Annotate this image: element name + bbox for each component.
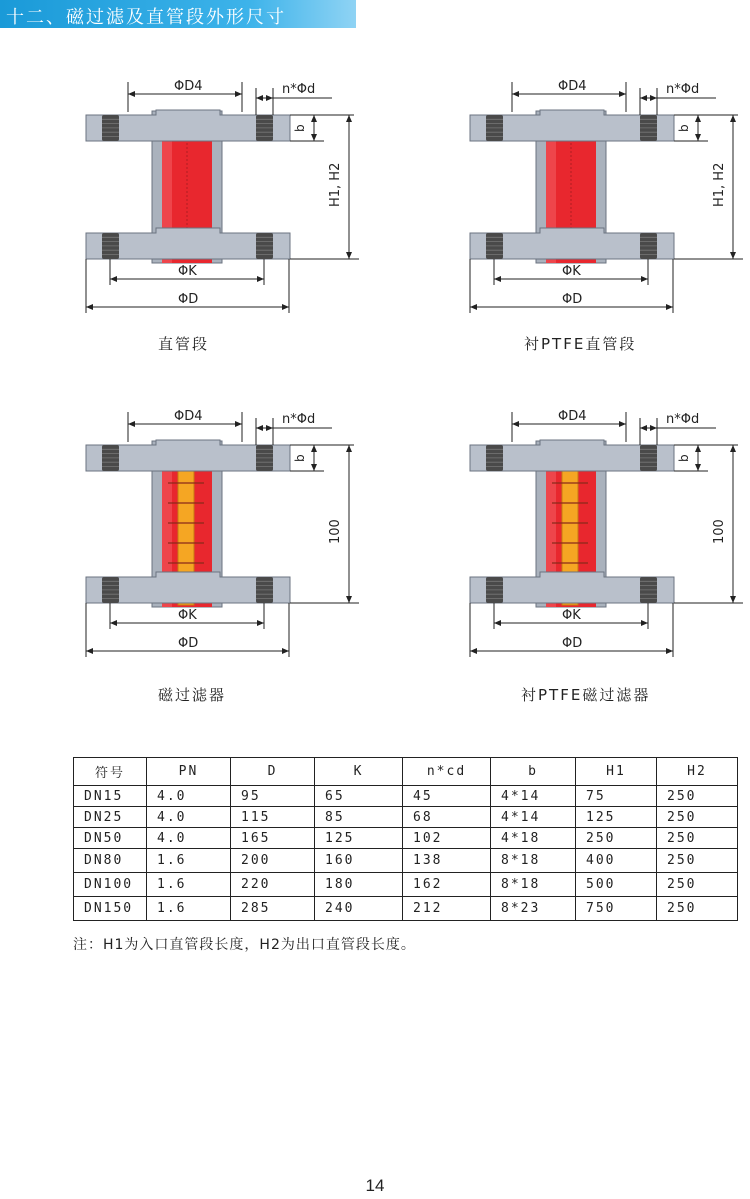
- label-d4: ΦD4: [174, 79, 203, 94]
- arrow-head: [695, 445, 701, 452]
- label-d4: ΦD4: [558, 79, 587, 94]
- table-cell: 75: [576, 786, 657, 807]
- arrow-head: [730, 252, 736, 259]
- page-number: 14: [365, 1176, 385, 1195]
- table-cell: 750: [576, 897, 657, 921]
- table-row: [74, 786, 738, 807]
- arrow-head: [641, 620, 648, 626]
- header-d: D: [231, 758, 315, 786]
- label-nd: n*Φd: [666, 82, 700, 97]
- table-cell: 212: [403, 897, 491, 921]
- table-row: [74, 807, 738, 828]
- label-nd: n*Φd: [282, 412, 316, 427]
- arrow-head: [730, 445, 736, 452]
- table-cell: 1.6: [147, 873, 231, 897]
- label-k: ΦK: [562, 608, 581, 623]
- label-b: b: [293, 454, 307, 462]
- label-b: b: [293, 124, 307, 132]
- table-row: [74, 828, 738, 849]
- table-row: [74, 849, 738, 873]
- label-b: b: [677, 124, 691, 132]
- header-pn: PN: [147, 758, 231, 786]
- table-cell: 160: [315, 849, 403, 873]
- table-cell: 285: [231, 897, 315, 921]
- table-cell: 4.0: [147, 786, 231, 807]
- arrow-head: [640, 425, 647, 431]
- table-cell: 220: [231, 873, 315, 897]
- table-cell: 102: [403, 828, 491, 849]
- table-cell: 95: [231, 786, 315, 807]
- label-k: ΦK: [178, 608, 197, 623]
- arrow-head: [730, 596, 736, 603]
- diagram-ptfe-straight-pipe: [0, 60, 750, 400]
- table-cell: 400: [576, 849, 657, 873]
- table-cell: 115: [231, 807, 315, 828]
- table-header-row: [74, 758, 738, 786]
- label-height: 100: [328, 519, 343, 544]
- section-title-bar: [0, 0, 356, 28]
- label-nd: n*Φd: [666, 412, 700, 427]
- arrow-head: [695, 134, 701, 141]
- table-cell: 8*18: [491, 873, 576, 897]
- table-cell: 165: [231, 828, 315, 849]
- arrow-head: [619, 421, 626, 427]
- table-cell: 250: [657, 897, 738, 921]
- arrow-head: [641, 276, 648, 282]
- table-cell: 250: [657, 786, 738, 807]
- arrow-head: [619, 91, 626, 97]
- table-cell: DN150: [74, 897, 147, 921]
- arrow-head: [650, 425, 657, 431]
- table-cell: 68: [403, 807, 491, 828]
- label-d4: ΦD4: [174, 409, 203, 424]
- table-cell: 200: [231, 849, 315, 873]
- dimension-table: [73, 757, 738, 921]
- table-cell: 250: [576, 828, 657, 849]
- table-cell: 4.0: [147, 807, 231, 828]
- arrow-head: [650, 95, 657, 101]
- arrow-head: [666, 648, 673, 654]
- table-cell: 4*14: [491, 807, 576, 828]
- table-cell: 4*18: [491, 828, 576, 849]
- label-d: ΦD: [562, 292, 583, 307]
- label-d: ΦD: [562, 636, 583, 651]
- table-cell: 250: [657, 873, 738, 897]
- table-cell: 138: [403, 849, 491, 873]
- table-cell: 8*18: [491, 849, 576, 873]
- header-h2: H2: [657, 758, 738, 786]
- header-symbol: 符号: [74, 758, 147, 786]
- arrow-head: [695, 464, 701, 471]
- table-note: 注：H1为入口直管段长度，H2为出口直管段长度。: [73, 937, 416, 953]
- caption-ptfe-straight-pipe: 衬PTFE直管段: [524, 335, 637, 353]
- header-k: K: [315, 758, 403, 786]
- diagram-ptfe-magnetic-filter: [0, 390, 750, 730]
- label-k: ΦK: [562, 264, 581, 279]
- table-cell: 4.0: [147, 828, 231, 849]
- table-cell: DN15: [74, 786, 147, 807]
- label-height: 100: [712, 519, 727, 544]
- table-cell: 45: [403, 786, 491, 807]
- arrow-head: [730, 115, 736, 122]
- table-cell: 250: [657, 828, 738, 849]
- table-cell: 250: [657, 807, 738, 828]
- label-b: b: [677, 454, 691, 462]
- table-cell: DN80: [74, 849, 147, 873]
- label-nd: n*Φd: [282, 82, 316, 97]
- table-cell: 1.6: [147, 849, 231, 873]
- table-body: [74, 786, 738, 921]
- caption-magnetic-filter: 磁过滤器: [158, 686, 227, 704]
- arrow-head: [494, 620, 501, 626]
- arrow-head: [470, 304, 477, 310]
- table-cell: 180: [315, 873, 403, 897]
- arrow-head: [640, 95, 647, 101]
- label-k: ΦK: [178, 264, 197, 279]
- table-cell: 65: [315, 786, 403, 807]
- arrow-head: [512, 91, 519, 97]
- table-cell: 240: [315, 897, 403, 921]
- arrow-head: [494, 276, 501, 282]
- table-cell: 4*14: [491, 786, 576, 807]
- arrow-head: [512, 421, 519, 427]
- header-b: b: [491, 758, 576, 786]
- section-title: 十二、磁过滤及直管段外形尺寸: [6, 7, 286, 28]
- table-cell: 162: [403, 873, 491, 897]
- table-row: [74, 873, 738, 897]
- table-cell: 1.6: [147, 897, 231, 921]
- table-row: [74, 897, 738, 921]
- table-cell: DN50: [74, 828, 147, 849]
- table-cell: 125: [576, 807, 657, 828]
- table-cell: DN100: [74, 873, 147, 897]
- arrow-head: [695, 115, 701, 122]
- caption-straight-pipe: 直管段: [158, 335, 210, 353]
- table-cell: 85: [315, 807, 403, 828]
- table-cell: 125: [315, 828, 403, 849]
- label-height: H1, H2: [328, 162, 343, 207]
- table-cell: 500: [576, 873, 657, 897]
- table-cell: DN25: [74, 807, 147, 828]
- header-h1: H1: [576, 758, 657, 786]
- arrow-head: [470, 648, 477, 654]
- caption-ptfe-magnetic-filter: 衬PTFE磁过滤器: [521, 686, 651, 704]
- header-ncd: n*cd: [403, 758, 491, 786]
- arrow-head: [666, 304, 673, 310]
- label-d: ΦD: [178, 292, 199, 307]
- label-d4: ΦD4: [558, 409, 587, 424]
- table-cell: 8*23: [491, 897, 576, 921]
- table-cell: 250: [657, 849, 738, 873]
- label-d: ΦD: [178, 636, 199, 651]
- label-height: H1, H2: [712, 162, 727, 207]
